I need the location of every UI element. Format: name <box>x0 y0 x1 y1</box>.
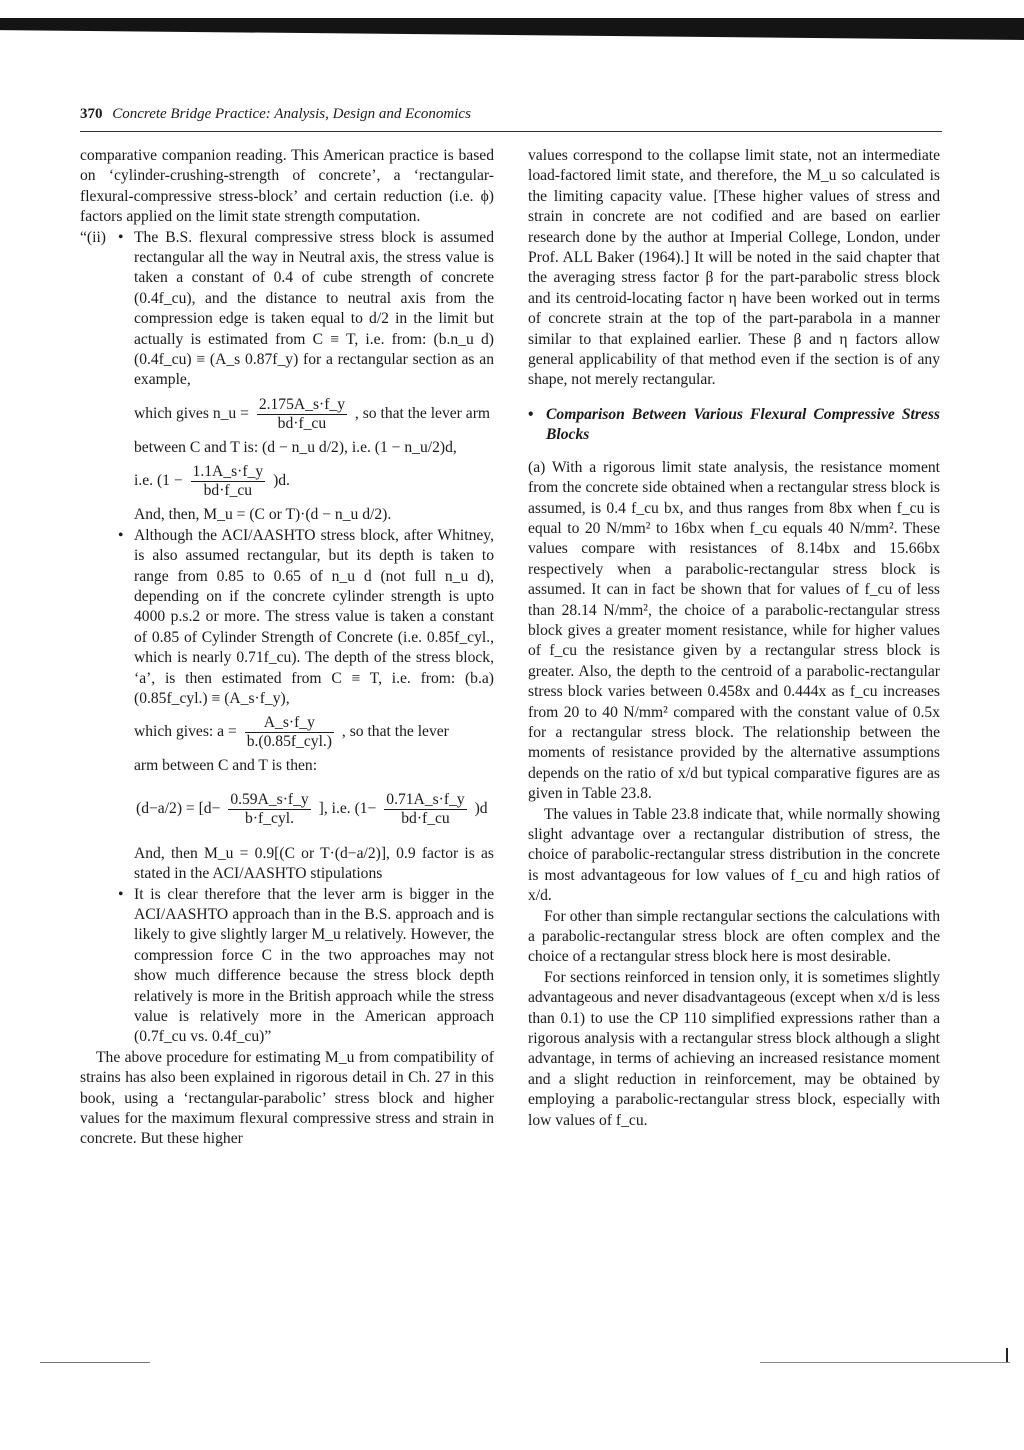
fraction: 0.59A_s·f_y b·f_cyl. <box>230 790 309 827</box>
right-paragraph-2: (a) With a rigorous limit state analysis, the resistance moment from the concrete side obtained when a rectangular stress block is assumed, is 0.4 f_cu bx, and thus ranges from 8bx when f_cu is equal to 20 N/mm² to 16bx when f_cu equals 40 N/mm². These values compare with resistances of 8.14bx and 15.66bx respectively when a parabolic-rectangular stress block is assumed. It can in fact be shown that for values of f_cu of less than 28.14 N/mm², the choice of a parabolic-rectangular stress block gives a greater moment resistance, while for higher values of f_cu the resistance given by a rectangular stress block is greater. Also, the depth to the centroid of a parabolic-rectangular stress block varies between 0.458x and 0.444x as f_cu increases from 20 to 40 N/mm² compared with the constant value of 0.5x for a rectangular stress block. The relationship between the moments of resistance provided by the alternative assumptions depends on the ratio of x/d but typical comparative figures are as given in Table 23.8. <box>528 458 940 803</box>
scan-mark-left <box>40 1362 150 1363</box>
equation-lever-arm-bs: i.e. (1 − $\frac{1.1A\_s\cdot f\_y}{bd\cdot f\_cu}$ )d. <box>134 463 290 500</box>
bullet-comparison <box>80 885 494 1048</box>
bullet-1-text: The B.S. flexural compressive stress block is assumed rectangular all the way in Neutral axis, the stress value is taken a constant of 0.4 of cube strength of concrete (0.4f_cu), and the distance to neutral axis from the compression edge is taken equal to d/2 in the limit but actually is estimated from C ≡ T, i.e. from: (b.n_u d)(0.4f_cu) ≡ (A_s 0.87f_y) for a rectangular section as an example, <box>134 228 494 389</box>
right-paragraph-3: The values in Table 23.8 indicate that, while normally showing slight advantage over a rectangular distribution of stress, the choice of parabolic-rectangular stress distribution in the concrete is most advantageous for low values of f_cu and high ratios of x/d. <box>528 805 940 905</box>
page-number: 370 <box>80 106 103 122</box>
scan-mark-right <box>760 1362 1010 1363</box>
right-paragraph-1: values correspond to the collapse limit state, not an intermediate load-factored limit state, and therefore, the M_u so calculated is the limiting capacity value. [These higher values of stress and strain in concrete are not codified and are based on earlier research done by the author at Imperial College, London, under Prof. ALL Baker (1964).] It will be noted in the said chapter that the averaging stress factor β for the part-parabolic stress block and its centroid-locating factor η have been worked out in terms of concrete strain at the top of the part-parabola in a manner similar to that explained earlier. These β and η factors allow general applicability of that method even if the section is of any shape, not merely rectangular. <box>528 147 940 389</box>
fraction: $\frac{1.1A\_s\cdot f\_y}{bd\cdot f\_cu}$ <box>192 463 264 500</box>
bullet-marker: • <box>118 885 124 903</box>
fraction: $\frac{2.175A\_s\cdot f\_y}{bd\cdot f\_cu}$ <box>258 395 346 432</box>
left-paragraph-1: comparative companion reading. This American practice is based on ‘cylinder-crushing-strength of concrete’, a ‘rectangular-flexural-compressive stress-block’ and certain reduction (i.e. ϕ) factors applied on the limit state strength computation. <box>80 147 494 226</box>
right-paragraph-5: For sections reinforced in tension only, it is sometimes slightly advantageous and never disadvantageous (except when x/d is less than 0.1) to use the CP 110 simplified expressions rather than a rigorous analysis with a rectangular stress block although a slight advantage, in terms of achieving an increased resistance moment and a slight reduction in reinforcement, may be obtained by employing a parabolic-rectangular stress block, especially with low values of f_cu. <box>528 968 940 1129</box>
lever-arm-aci-line: arm between C and T is then: <box>134 757 318 775</box>
scan-mark-corner <box>1006 1348 1008 1362</box>
section-title: • Comparison Between Various Flexural Compressive Stress Blocks <box>528 405 940 444</box>
scan-top-edge <box>0 18 1024 40</box>
mu-equation-aci: And, then M_u = 0.9[(C or T·(d−a/2)], 0.9 factor is as stated in the ACI/AASHTO stipulations <box>134 844 494 883</box>
quote-label-ii: “(ii) <box>80 228 106 246</box>
equation-nu: which gives n_u = $\frac{2.175A\_s\cdot f\_y}{bd\cdot f\_cu}$ , so that the lever arm <box>134 395 491 432</box>
fraction: $\frac{0.71A\_s\cdot f\_y}{bd\cdot f\_cu}$ <box>386 790 465 827</box>
equation-lever-arm-aci: (d−a/2) = [d− 0.59A_s·f_y b·f_cyl. ], i.e. (1− $\frac{0.71A\_s\cdot f\_y}{bd\cdot f\_cu}$ )d <box>136 790 488 827</box>
header-rule <box>80 131 942 132</box>
right-column <box>528 146 940 1131</box>
bullet-2-text: Although the ACI/AASHTO stress block, after Whitney, is also assumed rectangular, but its depth is taken to range from 0.85 to 0.65 of n_u d (not full n_u d), depending on if the concrete cylinder strength is upto 4000 p.s.2 or more. The stress value is taken a constant of 0.85 of Cylinder Strength of Concrete (i.e. 0.85f_cyl., which is nearly 0.71f_cu). The depth of the stress block, ‘a’, is then estimated from C ≡ T, i.e. from: (b.a)(0.85f_cyl.) ≡ (A_s·f_y), <box>134 526 494 707</box>
bullet-marker: • <box>528 405 534 423</box>
mu-equation-bs: And, then, M_u = (C or T)·(d − n_u d/2). <box>134 506 392 524</box>
bullet-marker: • <box>118 526 124 544</box>
lever-arm-line: between C and T is: (d − n_u d/2), i.e. (1 − n_u/2)d, <box>134 438 457 456</box>
bullet-aci-stress-block <box>80 526 494 710</box>
right-paragraph-4: For other than simple rectangular sections the calculations with a parabolic-rectangular stress block are often complex and the choice of a rectangular stress block here is most desirable. <box>528 907 940 966</box>
running-header <box>80 106 471 123</box>
bullet-3-text: It is clear therefore that the lever arm is bigger in the ACI/AASHTO approach than in the B.S. approach and is likely to give slightly larger M_u relatively. However, the compression force C in the two approaches may not show much difference because the stress block depth relatively is more in the British approach while the stress value is relatively more in the American approach (0.7f_cu vs. 0.4f_cu)” <box>134 885 494 1046</box>
book-title: Concrete Bridge Practice: Analysis, Design and Economics <box>112 106 471 122</box>
left-paragraph-last: The above procedure for estimating M_u from compatibility of strains has also been explained in rigorous detail in Ch. 27 in this book, using a ‘rectangular-parabolic’ stress block and higher values for the maximum flexural compressive stress and strain in concrete. But these higher <box>80 1048 494 1148</box>
bullet-bs-stress-block <box>80 228 494 391</box>
bullet-marker: • <box>118 228 124 246</box>
left-column <box>80 146 494 1150</box>
equation-a: which gives: a = A_s·f_y b.(0.85f_cyl.) , so that the lever <box>134 714 449 751</box>
fraction: A_s·f_y b.(0.85f_cyl.) <box>246 714 332 751</box>
